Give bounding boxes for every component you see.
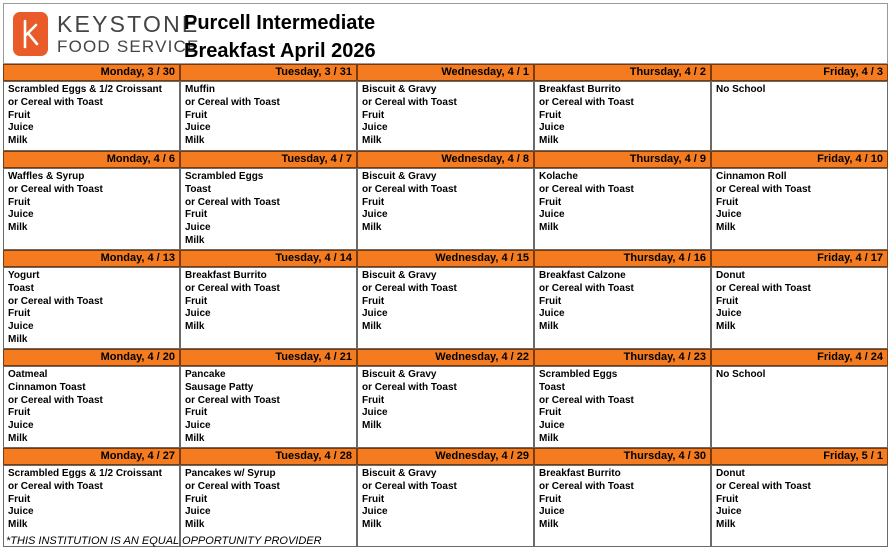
day-menu: [534, 465, 711, 547]
day-menu: [357, 267, 534, 349]
menu-item: Breakfast Burrito: [185, 270, 267, 281]
day-header: Wednesday, 4 / 22: [357, 349, 534, 366]
menu-header: [3, 3, 888, 64]
school-title: Purcell Intermediate: [184, 12, 376, 34]
day-header: Tuesday, 3 / 31: [180, 64, 357, 81]
menu-item: Scrambled Eggs & 1/2 Croissant: [8, 468, 162, 479]
menu-item: or Cereal with Toast: [362, 96, 457, 108]
day-menu: [3, 366, 180, 448]
day-menu: [534, 168, 711, 250]
day-menu: [3, 168, 180, 250]
menu-item: Juice: [185, 122, 211, 134]
menu-item: Toast: [185, 183, 211, 195]
day-menu: [357, 366, 534, 448]
menu-item: Fruit: [716, 295, 739, 307]
day-header: Monday, 4 / 13: [3, 250, 180, 267]
menu-item: Donut: [716, 270, 745, 281]
menu-item: Juice: [185, 506, 211, 518]
menu-item: Donut: [716, 468, 745, 479]
menu-item: Juice: [362, 506, 388, 518]
day-menu: [534, 81, 711, 151]
day-menu: [711, 465, 888, 547]
day-header: Wednesday, 4 / 1: [357, 64, 534, 81]
menu-item: Milk: [185, 432, 205, 444]
menu-item: Milk: [185, 321, 205, 333]
day-header: Tuesday, 4 / 28: [180, 448, 357, 465]
menu-item: Milk: [362, 420, 382, 432]
menu-item: No School: [716, 84, 766, 95]
menu-item: Sausage Patty: [185, 381, 254, 393]
menu-item: Juice: [185, 222, 211, 234]
menu-item: Biscuit & Gravy: [362, 468, 437, 479]
menu-item: Milk: [8, 432, 28, 444]
day-header: Thursday, 4 / 2: [534, 64, 711, 81]
menu-item: or Cereal with Toast: [185, 282, 280, 294]
menu-item: Fruit: [539, 407, 562, 419]
menu-item: Juice: [8, 122, 34, 134]
day-header: Monday, 4 / 6: [3, 151, 180, 168]
menu-item: Cinnamon Roll: [716, 171, 787, 182]
menu-item: Milk: [362, 321, 382, 333]
day-menu: [180, 366, 357, 448]
menu-item: Cinnamon Toast: [8, 381, 86, 393]
menu-item: Fruit: [185, 493, 208, 505]
menu-item: Juice: [539, 420, 565, 432]
menu-item: or Cereal with Toast: [185, 196, 280, 208]
menu-item: Kolache: [539, 171, 578, 182]
day-menu: [534, 267, 711, 349]
menu-item: Milk: [362, 222, 382, 234]
menu-item: or Cereal with Toast: [185, 96, 280, 108]
menu-item: Fruit: [539, 109, 562, 121]
menu-title: Breakfast April 2026: [184, 40, 376, 62]
day-menu: [357, 81, 534, 151]
day-header: Monday, 4 / 20: [3, 349, 180, 366]
menu-item: or Cereal with Toast: [362, 183, 457, 195]
menu-item: Fruit: [362, 109, 385, 121]
day-header: Wednesday, 4 / 8: [357, 151, 534, 168]
menu-item: Muffin: [185, 84, 215, 95]
k-logo-icon: [13, 12, 48, 56]
menu-item: Biscuit & Gravy: [362, 84, 437, 95]
day-header: Friday, 4 / 24: [711, 349, 888, 366]
day-header: Wednesday, 4 / 29: [357, 448, 534, 465]
menu-item: Fruit: [185, 109, 208, 121]
day-menu: [357, 168, 534, 250]
day-menu: [180, 168, 357, 250]
menu-item: or Cereal with Toast: [8, 480, 103, 492]
day-header: Wednesday, 4 / 15: [357, 250, 534, 267]
menu-item: Fruit: [8, 196, 31, 208]
equal-opportunity-notice: *THIS INSTITUTION IS AN EQUAL OPPORTUNITY PROVIDER: [6, 535, 322, 547]
menu-item: Fruit: [539, 196, 562, 208]
menu-item: or Cereal with Toast: [8, 183, 103, 195]
menu-item: Juice: [185, 308, 211, 320]
menu-item: Biscuit & Gravy: [362, 369, 437, 380]
menu-item: Milk: [362, 135, 382, 147]
menu-item: or Cereal with Toast: [362, 381, 457, 393]
menu-item: Juice: [185, 420, 211, 432]
day-menu: [711, 81, 888, 151]
menu-item: Juice: [8, 420, 34, 432]
menu-item: Milk: [539, 519, 559, 531]
menu-item: Yogurt: [8, 270, 40, 281]
menu-item: Milk: [8, 222, 28, 234]
menu-item: Pancakes w/ Syrup: [185, 468, 276, 479]
menu-item: Fruit: [539, 493, 562, 505]
menu-item: Fruit: [362, 295, 385, 307]
menu-item: Juice: [8, 321, 34, 333]
day-header: Thursday, 4 / 23: [534, 349, 711, 366]
menu-item: Milk: [539, 135, 559, 147]
day-menu: [3, 267, 180, 349]
menu-item: Juice: [539, 122, 565, 134]
brand-tagline: FOOD SERVICE: [57, 37, 200, 56]
day-menu: [711, 168, 888, 250]
day-menu: [534, 366, 711, 448]
menu-item: Juice: [362, 308, 388, 320]
menu-item: Fruit: [185, 295, 208, 307]
menu-item: Breakfast Burrito: [539, 468, 621, 479]
day-menu: [3, 81, 180, 151]
menu-item: Toast: [8, 282, 34, 294]
menu-item: or Cereal with Toast: [539, 96, 634, 108]
menu-item: Milk: [185, 519, 205, 531]
menu-item: Milk: [185, 234, 205, 246]
menu-item: Juice: [8, 209, 34, 221]
menu-item: Breakfast Calzone: [539, 270, 626, 281]
menu-item: Biscuit & Gravy: [362, 171, 437, 182]
day-menu: [180, 267, 357, 349]
menu-item: or Cereal with Toast: [8, 394, 103, 406]
menu-item: Biscuit & Gravy: [362, 270, 437, 281]
menu-item: Juice: [362, 209, 388, 221]
menu-item: Fruit: [8, 109, 31, 121]
menu-item: Fruit: [716, 196, 739, 208]
day-header: Friday, 4 / 17: [711, 250, 888, 267]
day-header: Friday, 4 / 10: [711, 151, 888, 168]
menu-item: Fruit: [185, 209, 208, 221]
menu-item: Juice: [539, 308, 565, 320]
day-menu: [711, 366, 888, 448]
menu-item: Scrambled Eggs & 1/2 Croissant: [8, 84, 162, 95]
menu-item: Milk: [716, 519, 736, 531]
menu-item: Fruit: [362, 493, 385, 505]
menu-item: Milk: [362, 519, 382, 531]
brand-name: KEYSTONE: [57, 11, 200, 37]
menu-item: Oatmeal: [8, 369, 48, 380]
menu-item: or Cereal with Toast: [8, 295, 103, 307]
day-header: Tuesday, 4 / 14: [180, 250, 357, 267]
menu-item: Fruit: [185, 407, 208, 419]
menu-item: Fruit: [539, 295, 562, 307]
menu-item: or Cereal with Toast: [539, 282, 634, 294]
menu-item: Juice: [716, 209, 742, 221]
menu-item: or Cereal with Toast: [362, 480, 457, 492]
day-header: Tuesday, 4 / 21: [180, 349, 357, 366]
menu-item: or Cereal with Toast: [716, 480, 811, 492]
menu-item: Juice: [362, 122, 388, 134]
menu-item: or Cereal with Toast: [539, 394, 634, 406]
menu-item: or Cereal with Toast: [185, 394, 280, 406]
day-header: Monday, 3 / 30: [3, 64, 180, 81]
day-menu: [357, 465, 534, 547]
menu-item: Fruit: [8, 407, 31, 419]
menu-item: Milk: [539, 222, 559, 234]
menu-item: Fruit: [8, 308, 31, 320]
menu-item: or Cereal with Toast: [362, 282, 457, 294]
day-menu: [180, 81, 357, 151]
menu-item: or Cereal with Toast: [716, 183, 811, 195]
menu-item: Juice: [539, 506, 565, 518]
menu-item: No School: [716, 369, 766, 380]
menu-item: or Cereal with Toast: [185, 480, 280, 492]
menu-item: Scrambled Eggs: [539, 369, 618, 380]
day-header: Monday, 4 / 27: [3, 448, 180, 465]
menu-item: Milk: [716, 321, 736, 333]
menu-item: or Cereal with Toast: [716, 282, 811, 294]
menu-item: Milk: [185, 135, 205, 147]
day-menu: [711, 267, 888, 349]
menu-item: Juice: [539, 209, 565, 221]
day-header: Friday, 4 / 3: [711, 64, 888, 81]
menu-item: Juice: [362, 407, 388, 419]
menu-item: Fruit: [716, 493, 739, 505]
menu-item: Scrambled Eggs: [185, 171, 264, 182]
menu-item: Fruit: [362, 196, 385, 208]
menu-calendar: [3, 64, 888, 547]
menu-item: Milk: [539, 432, 559, 444]
day-header: Thursday, 4 / 16: [534, 250, 711, 267]
day-header: Friday, 5 / 1: [711, 448, 888, 465]
menu-item: Fruit: [8, 493, 31, 505]
menu-item: Juice: [716, 308, 742, 320]
menu-item: Breakfast Burrito: [539, 84, 621, 95]
menu-item: Milk: [8, 519, 28, 531]
day-header: Thursday, 4 / 30: [534, 448, 711, 465]
menu-item: or Cereal with Toast: [539, 183, 634, 195]
menu-item: Juice: [8, 506, 34, 518]
menu-item: Toast: [539, 381, 565, 393]
day-header: Tuesday, 4 / 7: [180, 151, 357, 168]
menu-item: Milk: [8, 135, 28, 147]
menu-item: or Cereal with Toast: [539, 480, 634, 492]
menu-item: Fruit: [362, 394, 385, 406]
menu-item: Pancake: [185, 369, 226, 380]
menu-item: or Cereal with Toast: [8, 96, 103, 108]
menu-item: Milk: [8, 333, 28, 345]
menu-item: Juice: [716, 506, 742, 518]
menu-item: Milk: [716, 222, 736, 234]
day-header: Thursday, 4 / 9: [534, 151, 711, 168]
menu-item: Waffles & Syrup: [8, 171, 85, 182]
menu-item: Milk: [539, 321, 559, 333]
